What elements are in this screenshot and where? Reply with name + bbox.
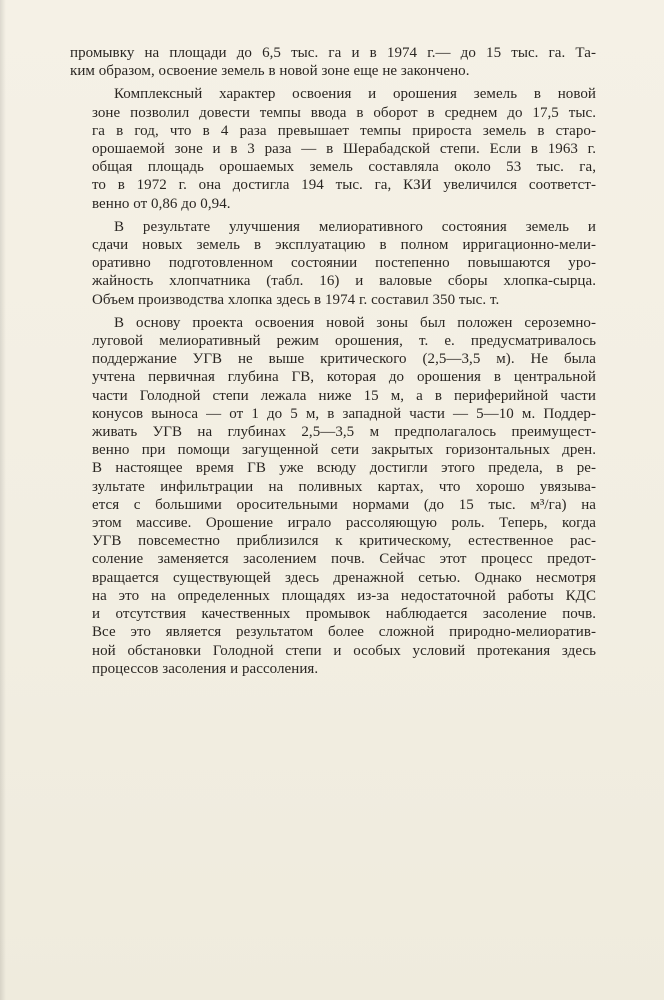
paragraph-2 — [70, 85, 596, 212]
text-line: живать УГВ на глубинах 2,5—3,5 м предполагалось преимущест- — [92, 424, 596, 441]
paragraph-1 — [70, 44, 596, 80]
text-line: ким образом, освоение земель в новой зоне еще не закончено. — [70, 63, 470, 80]
text-line: промывку на площади до 6,5 тыс. га и в 1974 г.— до 15 тыс. га. Та- — [70, 45, 596, 61]
text-line: сдачи новых земель в эксплуатацию в полном ирригационно-мели- — [92, 237, 596, 254]
text-line: зультате инфильтрации на поливных картах, что хорошо увязыва- — [92, 478, 596, 495]
text-line: конусов выноса — от 1 до 5 м, в западной части — 5—10 м. Поддер- — [92, 405, 596, 422]
paragraph-3 — [70, 218, 596, 309]
text-line: венно от 0,86 до 0,94. — [92, 195, 231, 212]
text-line: то в 1972 г. она достигла 194 тыс. га, КЗИ увеличился соответст- — [92, 177, 596, 194]
page-body-text — [70, 44, 596, 678]
page-gutter-shadow — [0, 0, 6, 1000]
text-line: зоне позволил довести темпы ввода в оборот в среднем до 17,5 тыс. — [92, 104, 596, 121]
text-line: части Голодной степи лежала ниже 15 м, а в периферийной части — [92, 387, 596, 404]
text-line: ной обстановки Голодной степи и особых условий протекания здесь — [92, 642, 596, 659]
text-line: на это на определенных площадях из-за недостаточной работы КДС — [92, 587, 596, 604]
text-line: В основу проекта освоения новой зоны был положен сероземно- — [114, 314, 596, 331]
text-line: процессов засоления и рассоления. — [92, 660, 319, 677]
text-line: вращается существующей здесь дренажной сетью. Однако несмотря — [92, 569, 596, 586]
text-line: га в год, что в 4 раза превышает темпы прироста земель в старо- — [92, 122, 596, 139]
text-line: луговой мелиоративный режим орошения, т. е. предусматривалось — [92, 333, 596, 350]
text-line: общая площадь орошаемых земель составляла около 53 тыс. га, — [92, 159, 596, 176]
text-line: венно при помощи загущенной сети закрытых горизонтальных дрен. — [92, 442, 596, 459]
text-line: жайность хлопчатника (табл. 16) и валовые сборы хлопка-сырца. — [92, 273, 596, 290]
text-line: учтена первичная глубина ГВ, которая до орошения в центральной — [92, 369, 596, 386]
text-line: Объем производства хлопка здесь в 1974 г. составил 350 тыс. т. — [92, 291, 500, 308]
text-line: поддержание УГВ не выше критического (2,5—3,5 м). Не была — [92, 351, 596, 368]
text-line: ется с большими оросительными нормами (до 15 тыс. м³/га) на — [92, 496, 596, 513]
text-line: оративно подготовленном состоянии постепенно повышаются уро- — [92, 255, 596, 272]
text-line: УГВ повсеместно приблизился к критическому, естественное рас- — [92, 533, 596, 550]
text-line: орошаемой зоне и в 3 раза — в Шерабадской степи. Если в 1963 г. — [92, 141, 596, 158]
text-line: Все это является результатом более сложной природно-мелиоратив- — [92, 624, 596, 641]
text-line: Комплексный характер освоения и орошения земель в новой — [114, 86, 596, 103]
text-line: В результате улучшения мелиоративного состояния земель и — [114, 218, 596, 235]
text-line: и отсутствия качественных промывок наблюдается засоление почв. — [92, 606, 596, 623]
text-line: соление заменяется засолением почв. Сейчас этот процесс предот- — [92, 551, 596, 568]
text-line: этом массиве. Орошение играло рассоляющую роль. Теперь, когда — [92, 515, 596, 532]
text-line: В настоящее время ГВ уже всюду достигли этого предела, в ре- — [92, 460, 596, 477]
paragraph-4 — [70, 314, 596, 678]
